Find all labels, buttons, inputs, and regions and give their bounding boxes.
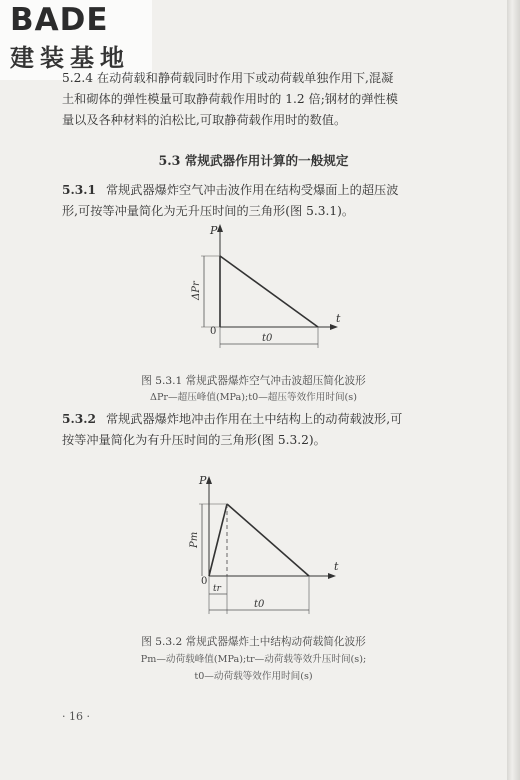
clause-line: 常规武器爆炸空气冲击波作用在结构受爆面上的超压波: [105, 183, 399, 197]
page-edge: [507, 0, 520, 780]
figure-5-3-1: [180, 222, 350, 357]
p-axis-arrow: [206, 476, 212, 484]
peak-label: ΔPr: [191, 281, 202, 300]
logo-subtitle: 建装基地: [10, 44, 130, 72]
rise-label: tr: [213, 584, 221, 594]
duration-label: t0: [262, 333, 273, 344]
figure-5-3-1-note: ΔPr—超压峰值(MPa);t0—超压等效作用时间(s): [150, 392, 357, 403]
clause-line: 形,可按等冲量简化为无升压时间的三角形(图 5.3.1)。: [62, 204, 355, 218]
clause-line: 土和砌体的弹性模量可取静荷载作用时的 1.2 倍;钢材的弹性模: [62, 92, 398, 106]
duration-label: t0: [254, 599, 265, 610]
origin-label: 0: [201, 576, 208, 587]
p-axis-arrow: [217, 224, 223, 232]
clause-5-2-4: [62, 68, 472, 131]
clause-number: 5.3.1: [62, 183, 96, 197]
clause-number: 5.3.2: [62, 412, 96, 426]
clause-line: 常规武器爆炸地冲击作用在土中结构上的动荷载波形,可: [105, 412, 403, 426]
peak-label: Pm: [189, 531, 200, 548]
t-axis-arrow: [328, 573, 336, 579]
axis-t-label: t: [336, 312, 341, 325]
origin-label: 0: [210, 326, 217, 337]
section-heading: 5.3 常规武器作用计算的一般规定: [158, 153, 349, 168]
figure-5-3-2-caption: 图 5.3.2 常规武器爆炸土中结构动荷载简化波形: [141, 636, 366, 648]
waveform-decay: [220, 256, 318, 327]
clause-line: 按等冲量简化为有升压时间的三角形(图 5.3.2)。: [62, 433, 326, 447]
clause-5-3-1: [62, 180, 472, 222]
waveform-decay: [227, 504, 309, 576]
figure-5-3-2-note-1: Pm—动荷载峰值(MPa);tr—动荷载等效升压时间(s);: [140, 654, 367, 665]
figure-5-3-1-caption: 图 5.3.1 常规武器爆炸空气冲击波超压简化波形: [141, 375, 366, 387]
clause-5-3-2: [62, 409, 472, 451]
page-number: · 16 ·: [62, 710, 90, 723]
axis-p-label: P: [210, 224, 218, 237]
clause-line: 量以及各种材料的泊松比,可取静荷载作用时的数值。: [62, 113, 347, 127]
clause-line: 5.2.4 在动荷载和静荷载同时作用下或动荷载单独作用下,混凝: [62, 71, 394, 85]
figure-5-3-2-note-2: t0—动荷载等效作用时间(s): [194, 671, 313, 682]
axis-p-label: P: [199, 474, 207, 487]
logo-brand: BADE: [10, 2, 109, 38]
axis-t-label: t: [334, 560, 339, 573]
figure-5-3-2: [178, 472, 348, 622]
waveform-rise: [209, 504, 227, 576]
